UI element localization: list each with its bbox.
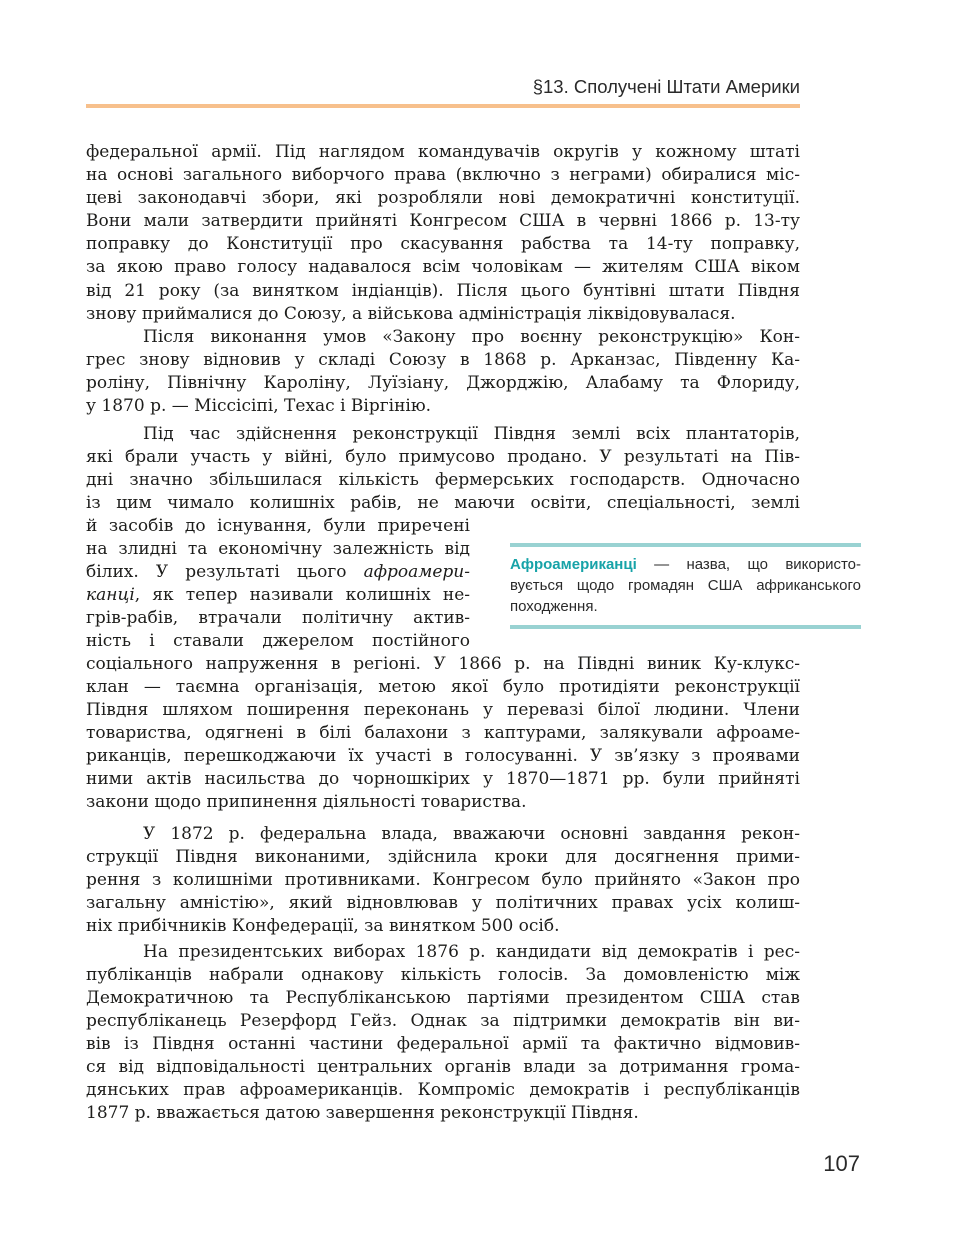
text-line: за якою право голосу надавалося всім чоловікам — жителям США віком <box>86 257 800 277</box>
text-line: грес знову відновив у складі Союзу в 1868 р. Арканзас, Південну Ка- <box>86 350 800 370</box>
sidebox-line: походження. <box>510 598 598 615</box>
definition-sidebox <box>510 543 861 627</box>
text-line: на злидні та економічну залежність від <box>86 539 470 559</box>
text-line: публіканців набрали однакову кількість голосів. За домовленістю між <box>86 965 800 985</box>
text-line <box>86 584 470 606</box>
sidebox-top-rule <box>510 543 861 547</box>
italic-term: канці <box>86 585 135 605</box>
sidebox-bottom-rule <box>510 625 861 629</box>
text-line: клан — таємна організація, метою якої було протидіяти реконструкції <box>86 677 800 697</box>
text-line: Під час здійснення реконструкції Півдня землі всіх плантаторів, <box>143 424 800 444</box>
text-line: грів-рабів, втрачали політичну актив- <box>86 608 470 628</box>
sidebox-line <box>510 554 861 575</box>
text-line: Після виконання умов «Закону про воєнну реконструкцію» Кон- <box>143 327 800 347</box>
header-rule <box>86 104 800 108</box>
text-line: 1877 р. вважається датою завершення реконструкції Півдня. <box>86 1103 639 1123</box>
text-line: вів із Півдня останні частини федеральної армії та фактично відмовив- <box>86 1034 800 1054</box>
text-line <box>86 561 470 583</box>
text-line: загальну амністію», який відновлював у політичних правах усіх колиш- <box>86 893 800 913</box>
text-line: дні значно збільшилася кількість фермерських господарств. Одночасно <box>86 470 800 490</box>
text-line: від 21 року (за винятком індіанців). Після цього бунтівні штати Півдня <box>86 281 800 301</box>
text-line: на основі загального виборчого права (включно з неграми) обиралися міс- <box>86 165 800 185</box>
text-line: ність і ставали джерелом постійного <box>86 631 470 651</box>
text-line: риканців, перешкоджаючи їх участі в голосуванні. У зв’язку з проявами <box>86 746 800 766</box>
text-line: й засобів до існування, були приречені <box>86 516 470 536</box>
text-line: соціального напруження в регіоні. У 1866 р. на Півдні виник Ку-клукс- <box>86 654 800 674</box>
text-line: закони щодо припинення діяльності товариства. <box>86 792 527 812</box>
text-line: поправку до Конституції про скасування рабства та 14-ту поправку, <box>86 234 800 254</box>
text-line: ся від відповідальності центральних органів влади за дотримання грома- <box>86 1057 800 1077</box>
text-line: дянських прав афроамериканців. Компроміс демократів і республіканців <box>86 1080 800 1100</box>
sidebox-text: — назва, що використо- <box>636 556 861 573</box>
text-line: із цим чимало колишніх рабів, не маючи освіти, спеціальності, землі <box>86 493 800 513</box>
text-line: ніх прибічників Конфедерації, за винятком 500 осіб. <box>86 916 560 936</box>
text-line: знову приймалися до Союзу, а військова адміністрація ліквідовувалася. <box>86 304 736 324</box>
text-line: У 1872 р. федеральна влада, вважаючи основні завдання рекон- <box>143 824 800 844</box>
text-line: роліну, Північну Кароліну, Луїзіану, Джорджію, Алабаму та Флориду, <box>86 373 800 393</box>
text-line: республіканець Резерфорд Гейз. Однак за підтримки демократів він ви- <box>86 1011 800 1031</box>
sidebox-term: Афроамериканці <box>510 556 637 573</box>
text-line: Демократичною та Республіканською партіями президентом США став <box>86 988 800 1008</box>
sidebox-line: вується щодо громадян США африканського <box>510 577 861 594</box>
section-title: §13. Сполучені Штати Америки <box>532 76 800 97</box>
text-line: На президентських виборах 1876 р. кандидати від демократів і рес- <box>143 942 800 962</box>
text-line: федеральної армії. Під наглядом командувачів округів у кожному штаті <box>86 142 800 162</box>
text-line: цеві законодавчі збори, які розробляли нові демократичні конституції. <box>86 188 800 208</box>
text-line: ними актів насильства до чорношкірих у 1870—1871 рр. були прийняті <box>86 769 800 789</box>
text-line: товариства, одягнені в білі балахони з каптурами, залякували афроаме- <box>86 723 800 743</box>
italic-term: афроамери- <box>363 562 470 582</box>
text-line: струкції Півдня виконаними, здійснила кроки для досягнення прими- <box>86 847 800 867</box>
text-line: у 1870 р. — Міссісіпі, Техас і Віргінію. <box>86 396 432 416</box>
text-line: які брали участь у війні, було примусово продано. У результаті на Пів- <box>86 447 800 467</box>
text-run: , як тепер називали колишніх не- <box>134 585 470 605</box>
text-line: Півдня шляхом поширення переконань у перевазі білої людини. Члени <box>86 700 800 720</box>
text-run: білих. У результаті цього <box>86 562 364 582</box>
text-line: Вони мали затвердити прийняті Конгресом США в червні 1866 р. 13-ту <box>86 211 800 231</box>
text-line: рення з колишніми противниками. Конгресом було прийнято «Закон про <box>86 870 800 890</box>
page-number: 107 <box>823 1151 860 1176</box>
